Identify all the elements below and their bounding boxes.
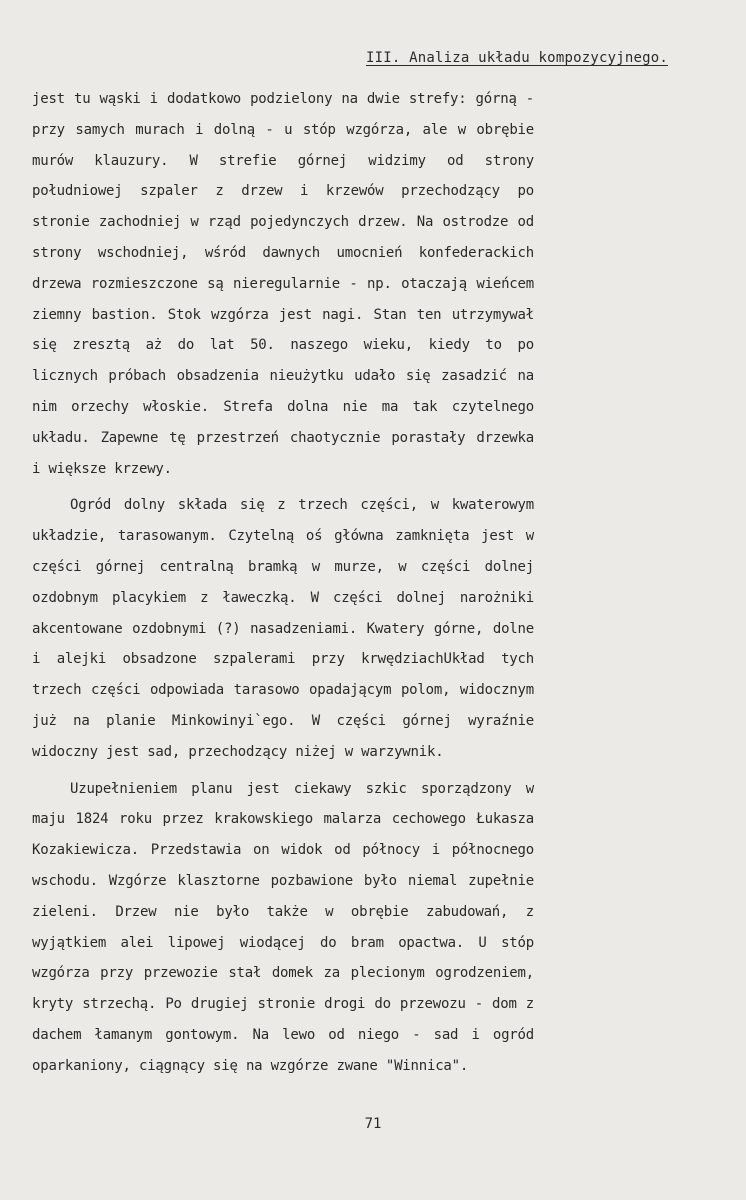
text-line: układu. Zapewne tę przestrzeń chaotycznie porastały drzewka	[32, 429, 534, 446]
text-line: akcentowane ozdobnymi (?) nasadzeniami. Kwatery górne, dolne	[32, 620, 534, 637]
text-line: licznych próbach obsadzenia nieużytku udało się zasadzić na	[32, 368, 534, 385]
text-line: dachem łamanym gontowym. Na lewo od niego - sad i ogród	[32, 1026, 534, 1043]
text-line: wzgórza przy przewozie stał domek za plecionym ogrodzeniem,	[32, 965, 534, 982]
text-line: oparkaniony, ciągnący się na wzgórze zwane "Winnica".	[32, 1057, 469, 1074]
text-line: nim orzechy włoskie. Strefa dolna nie ma tak czytelnego	[32, 398, 534, 415]
paragraph	[32, 84, 534, 484]
body-text	[32, 84, 534, 1082]
text-line: wschodu. Wzgórze klasztorne pozbawione było niemal zupełnie	[32, 872, 534, 889]
text-line: trzech części odpowiada tarasowo opadającym polom, widocznym	[32, 682, 534, 699]
text-line: Ogród dolny składa się z trzech części, w kwaterowym	[70, 497, 534, 514]
text-line: ziemny bastion. Stok wzgórza jest nagi. Stan ten utrzymywał	[32, 306, 534, 323]
text-line: stronie zachodniej w rząd pojedynczych drzew. Na ostrodze od	[32, 214, 534, 231]
text-line: części górnej centralną bramką w murze, w części dolnej	[32, 558, 534, 575]
text-line: kryty strzechą. Po drugiej stronie drogi do przewozu - dom z	[32, 996, 534, 1013]
text-line: Uzupełnieniem planu jest ciekawy szkic sporządzony w	[70, 780, 534, 797]
text-line: się zresztą aż do lat 50. naszego wieku, kiedy to po	[32, 337, 534, 354]
text-line: Kozakiewicza. Przedstawia on widok od północy i północnego	[32, 842, 534, 859]
text-line: ozdobnym placykiem z ławeczką. W części dolnej narożniki	[32, 589, 534, 606]
text-line: murów klauzury. W strefie górnej widzimy od strony	[32, 152, 534, 169]
text-line: zieleni. Drzew nie było także w obrębie zabudowań, z	[32, 903, 534, 920]
paragraph	[32, 490, 534, 767]
text-line: przy samych murach i dolną - u stóp wzgórza, ale w obrębie	[32, 121, 534, 138]
text-line: układzie, tarasowanym. Czytelną oś główna zamknięta jest w	[32, 528, 534, 545]
running-header: III. Analiza układu kompozycyjnego.	[365, 50, 668, 66]
text-line: strony wschodniej, wśród dawnych umocnień konfederackich	[32, 244, 534, 261]
text-line: południowej szpaler z drzew i krzewów przechodzący po	[32, 183, 534, 200]
text-line: widoczny jest sad, przechodzący niżej w warzywnik.	[32, 743, 444, 760]
text-line: drzewa rozmieszczone są nieregularnie - np. otaczają wieńcem	[32, 275, 534, 292]
text-line: już na planie Minkowinyi`ego. W części górnej wyraźnie	[32, 712, 534, 729]
page-number: 71	[364, 1116, 382, 1132]
text-line: maju 1824 roku przez krakowskiego malarza cechowego Łukasza	[32, 811, 534, 828]
text-line: i alejki obsadzone szpalerami przy krwędziachUkład tych	[32, 651, 534, 668]
text-line: i większe krzewy.	[32, 460, 172, 477]
text-line: jest tu wąski i dodatkowo podzielony na dwie strefy: górną -	[32, 91, 534, 107]
text-line: wyjątkiem alei lipowej wiodącej do bram opactwa. U stóp	[32, 934, 534, 951]
paragraph	[32, 774, 534, 1082]
